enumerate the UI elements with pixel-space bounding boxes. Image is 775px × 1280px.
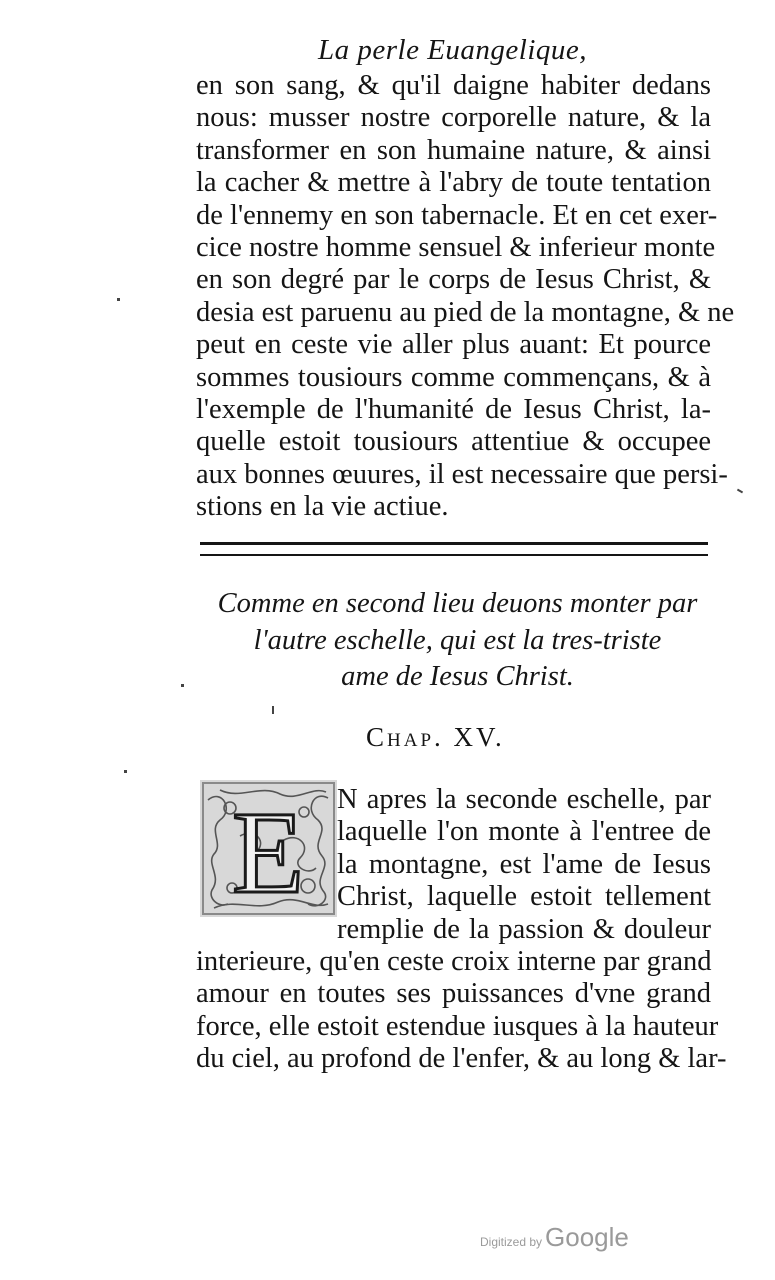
text-line: en son sang, & qu'il daigne habiter dedans	[196, 70, 711, 101]
text-line: quelle estoit tousiours attentiue & occupee	[196, 426, 711, 458]
scan-speck	[737, 489, 743, 494]
text-line: nous: musser nostre corporelle nature, & la	[196, 102, 711, 134]
text-line: force, elle estoit estendue iusques à la hauteur	[196, 1010, 719, 1042]
text-line: sommes tousiours comme commençans, & à	[196, 361, 711, 393]
text-line: desia est paruenu au pied de la montagne, & ne	[196, 296, 735, 328]
scan-speck	[117, 298, 120, 301]
text-line: peut en ceste vie aller plus auant: Et pource	[196, 329, 711, 361]
digitized-by-google-watermark	[480, 1222, 629, 1253]
text-line: aux bonnes œuures, il est necessaire que persi-	[196, 458, 728, 490]
continued-paragraph	[196, 70, 735, 523]
text-line: cice nostre homme sensuel & inferieur monte	[196, 231, 716, 263]
chapter-title-line: l'autre eschelle, qui est la tres-triste	[253, 624, 662, 656]
text-line: remplie de la passion & douleur	[337, 913, 711, 945]
text-line: du ciel, au profond de l'enfer, & au long & lar-	[196, 1043, 727, 1075]
watermark-prefix: Digitized by	[480, 1235, 543, 1249]
scan-speck	[272, 706, 274, 714]
chapter-first-paragraph	[196, 784, 727, 1076]
chapter-number: Chap. XV.	[366, 722, 505, 752]
text-line: interieure, qu'en ceste croix interne par grand	[196, 945, 712, 977]
chapter-title-line: Comme en second lieu deuons monter par	[217, 588, 698, 619]
text-line: amour en toutes ses puissances d'vne grand	[196, 978, 711, 1010]
text-line: N apres la seconde eschelle, par	[337, 784, 711, 815]
text-line: la cacher & mettre à l'abry de toute tentation	[196, 167, 711, 199]
chapter-title-line: ame de Iesus Christ.	[341, 661, 574, 692]
drop-cap-letter: E	[231, 787, 305, 917]
text-line: laquelle l'on monte à l'entree de	[337, 816, 711, 848]
text-line: en son degré par le corps de Iesus Christ, &	[196, 264, 711, 296]
text-line: la montagne, est l'ame de Iesus	[337, 848, 711, 880]
section-divider-rule	[200, 542, 708, 556]
text-line: Christ, laquelle estoit tellement	[337, 881, 711, 913]
chapter-title	[200, 586, 715, 696]
text-line: l'exemple de l'humanité de Iesus Christ, la-	[196, 393, 711, 425]
text-line: stions en la vie actiue.	[196, 491, 449, 523]
text-line: de l'ennemy en son tabernacle. Et en cet exer-	[196, 199, 718, 231]
scan-speck	[181, 684, 184, 687]
text-line: transformer en son humaine nature, & ainsi	[196, 134, 711, 166]
running-head: La perle Euangelique,	[318, 34, 588, 66]
watermark-brand: Google	[545, 1222, 629, 1252]
scan-speck	[124, 770, 127, 773]
